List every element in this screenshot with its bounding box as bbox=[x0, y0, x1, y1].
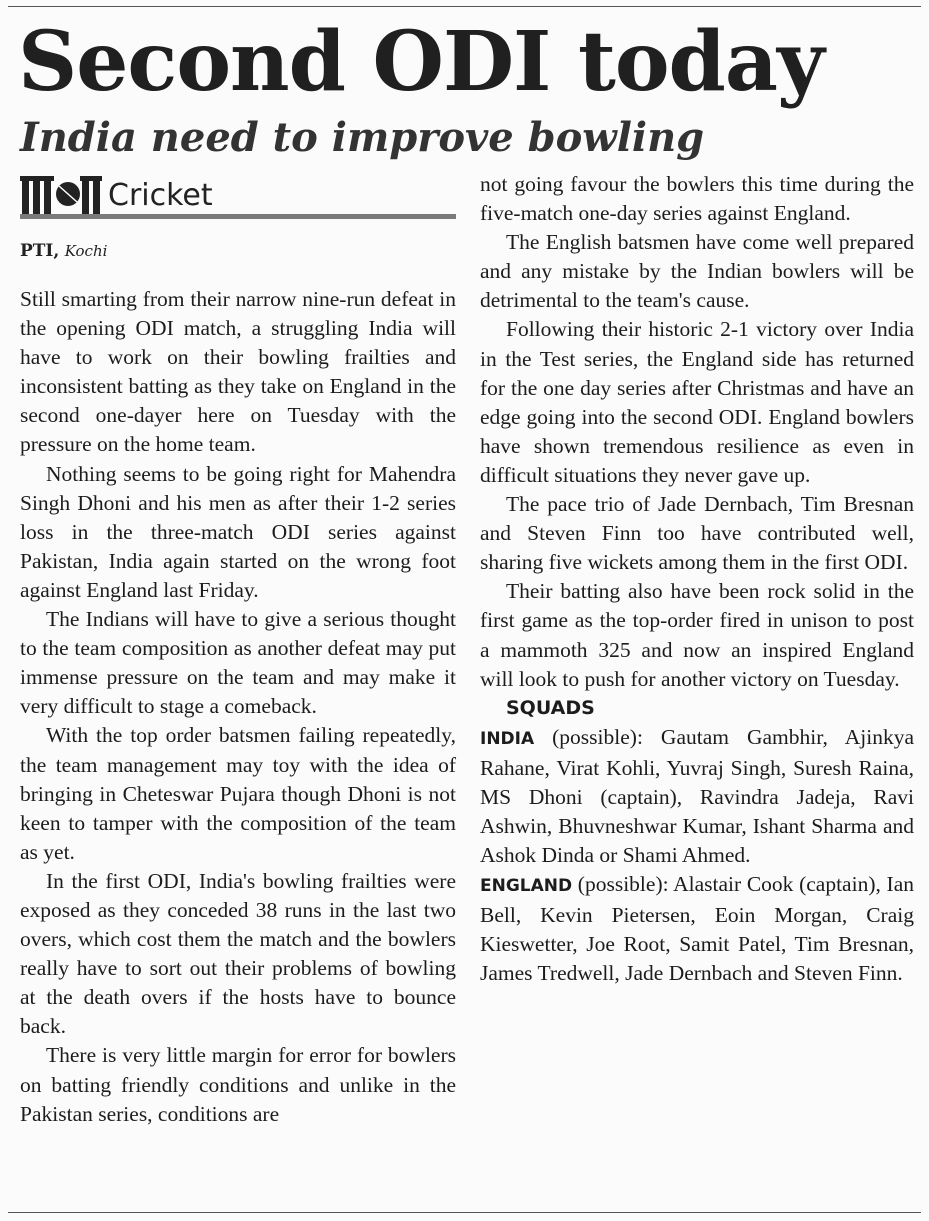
india-label: INDIA bbox=[480, 728, 535, 749]
england-squad bbox=[480, 870, 914, 988]
paragraph-continuation: not going favour the bowlers this time during the five-match one-day series against England. bbox=[480, 172, 914, 226]
section-tag bbox=[20, 172, 456, 220]
paragraph: With the top order batsmen failing repeatedly, the team management may toy with the idea of bringing in Cheteswar Pujara though Dhoni is not keen to tamper with the composition of the team as yet. bbox=[20, 723, 456, 864]
byline bbox=[20, 238, 107, 264]
cricket-stumps-ball-icon bbox=[20, 172, 102, 216]
england-label: ENGLAND bbox=[480, 876, 573, 897]
paragraph: Following their historic 2-1 victory over India in the Test series, the England side has returned for the one day series after Christmas and have an edge going into the second ODI. England bowlers have shown tremendous resilience as even in difficult situations they never gave up. bbox=[480, 317, 914, 487]
india-squad bbox=[480, 723, 914, 870]
paragraph: There is very little margin for error for bowlers on batting friendly conditions and unlike in the Pakistan series, conditions are bbox=[20, 1043, 456, 1126]
section-label: Cricket bbox=[108, 178, 213, 213]
paragraph: The pace trio of Jade Dernbach, Tim Bresnan and Steven Finn too have contributed well, sharing five wickets among them in the first ODI. bbox=[480, 492, 914, 575]
paragraph: Still smarting from their narrow nine-run defeat in the opening ODI match, a struggling India will have to work on their bowling frailties and inconsistent batting as they take on England in the second one-dayer here on Tuesday with the pressure on the home team. bbox=[20, 287, 456, 457]
top-border-rule bbox=[8, 6, 921, 7]
right-column bbox=[480, 170, 914, 989]
subheadline: India need to improve bowling bbox=[20, 114, 705, 161]
paragraph: In the first ODI, India's bowling frailties were exposed as they conceded 38 runs in the last two overs, which cost them the match and the bowlers really have to sort out their problems of bowling at the death overs if the hosts have to bounce back. bbox=[20, 868, 456, 1039]
headline: Second ODI today bbox=[18, 14, 824, 110]
squads-title: SQUADS bbox=[506, 696, 595, 719]
paragraph: Nothing seems to be going right for Mahendra Singh Dhoni and his men as after their 1-2 series loss in the three-match ODI series against Pakistan, India again started on the wrong foot against England last Friday. bbox=[20, 461, 456, 602]
section-underline bbox=[20, 214, 456, 219]
left-column bbox=[20, 285, 456, 1129]
paragraph: The English batsmen have come well prepared and any mistake by the Indian bowlers will be detrimental to the team's cause. bbox=[480, 230, 914, 313]
paragraph: Their batting also have been rock solid in the first game as the top-order fired in unison to post a mammoth 325 and now an inspired England will look to push for another victory on Tuesday. bbox=[480, 579, 914, 691]
paragraph: The Indians will have to give a serious thought to the team composition as another defeat may put immense pressure on the team and may make it very difficult to stage a comeback. bbox=[20, 607, 456, 719]
byline-place: Kochi bbox=[64, 242, 108, 260]
byline-agency: PTI, bbox=[20, 241, 60, 261]
india-players: (possible): Gautam Gambhir, Ajinkya Rahane, Virat Kohli, Yuvraj Singh, Suresh Raina, MS Dhoni (captain), Ravindra Jadeja, Ravi Ashwin, Bhuvneshwar Kumar, Ishant Sharma and Ashok Dinda or Shami Ahmed. bbox=[480, 724, 914, 868]
england-players: (possible): Alastair Cook (captain), Ian Bell, Kevin Pietersen, Eoin Morgan, Craig Kieswetter, Joe Root, Samit Patel, Tim Bresnan, James Tredwell, Jade Dernbach and Steven Finn. bbox=[480, 872, 914, 986]
bottom-border-rule bbox=[8, 1212, 921, 1213]
